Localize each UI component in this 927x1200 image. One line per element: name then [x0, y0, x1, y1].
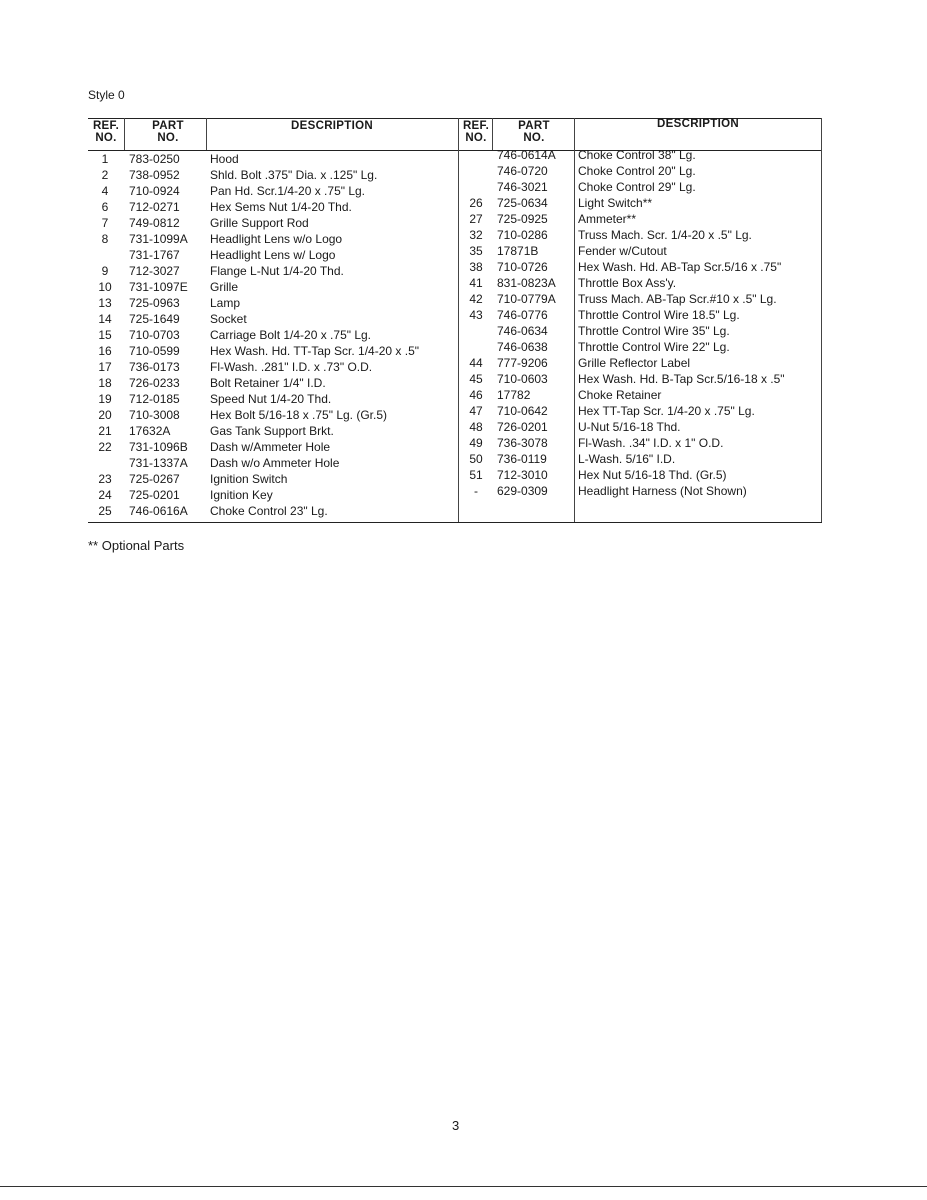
ref-number: 27 [469, 212, 483, 226]
ref-number: 45 [469, 372, 483, 386]
part-description: Ignition Key [210, 488, 273, 502]
part-description: Grille Reflector Label [578, 356, 691, 370]
page-bottom-rule [0, 1186, 927, 1187]
part-number: 710-0924 [129, 184, 180, 198]
part-number: 738-0952 [129, 168, 180, 182]
ref-number: 23 [98, 472, 112, 486]
part-number: 725-0201 [129, 488, 180, 502]
optional-parts-note: ** Optional Parts [88, 538, 185, 553]
table-row [88, 227, 822, 243]
table-row [88, 323, 822, 339]
part-number: 746-0634 [497, 324, 548, 338]
table-row [88, 419, 822, 435]
ref-number: - [474, 484, 478, 498]
part-number: 629-0309 [497, 484, 548, 498]
table-row [88, 275, 822, 291]
ref-number: 4 [101, 184, 109, 198]
table-row [88, 503, 822, 519]
ref-number: 9 [101, 264, 109, 278]
table-row [88, 243, 822, 259]
part-number: 17782 [497, 388, 531, 402]
table-row [88, 371, 822, 387]
table-row [88, 355, 822, 371]
ref-number: 46 [469, 388, 483, 402]
part-number: 17871B [497, 244, 539, 258]
part-number: 710-0603 [497, 372, 548, 386]
part-description: Throttle Control Wire 35" Lg. [578, 324, 730, 338]
ref-number: 2 [101, 168, 109, 182]
table-row [88, 467, 822, 483]
part-description: Hex TT-Tap Scr. 1/4-20 x .75" Lg. [578, 404, 755, 418]
parts-table [88, 118, 822, 524]
part-description: Bolt Retainer 1/4" I.D. [210, 376, 326, 390]
header-ref: REF. NO. [92, 120, 120, 144]
ref-number: 18 [98, 376, 112, 390]
part-description: Headlight Harness (Not Shown) [578, 484, 747, 498]
part-number: 710-0726 [497, 260, 548, 274]
ref-number: 19 [98, 392, 112, 406]
part-description: Pan Hd. Scr.1/4-20 x .75" Lg. [210, 184, 366, 198]
ref-number: 13 [98, 296, 112, 310]
table-row [88, 195, 822, 211]
table-row [88, 179, 822, 195]
ref-number: 49 [469, 436, 483, 450]
part-number: 712-3010 [497, 468, 548, 482]
table-row [88, 291, 822, 307]
ref-number: 32 [469, 228, 483, 242]
part-number: 725-0267 [129, 472, 180, 486]
part-description: Light Switch** [578, 196, 653, 210]
part-number: 736-0119 [497, 452, 547, 466]
table-bottom-rule [88, 522, 822, 523]
table-row [88, 307, 822, 323]
part-number: 731-1099A [129, 232, 188, 246]
part-description: Hex Sems Nut 1/4-20 Thd. [210, 200, 352, 214]
part-description: Fender w/Cutout [578, 244, 667, 258]
header-description: DESCRIPTION [291, 120, 373, 132]
part-number: 736-3078 [497, 436, 548, 450]
part-description: L-Wash. 5/16" I.D. [578, 452, 676, 466]
part-number: 710-3008 [129, 408, 180, 422]
header-description: DESCRIPTION [657, 118, 739, 130]
part-number: 710-0703 [129, 328, 180, 342]
part-number: 783-0250 [129, 152, 180, 166]
table-row [88, 147, 822, 163]
part-description: Choke Retainer [578, 388, 662, 402]
column-divider [492, 118, 493, 150]
part-description: Dash w/o Ammeter Hole [210, 456, 340, 470]
part-number: 731-1097E [129, 280, 188, 294]
part-number: 17632A [129, 424, 171, 438]
ref-number: 6 [101, 200, 109, 214]
part-number: 746-0614A [497, 148, 556, 162]
part-number: 710-0286 [497, 228, 548, 242]
part-description: Choke Control 23" Lg. [210, 504, 328, 518]
part-description: Dash w/Ammeter Hole [210, 440, 331, 454]
part-number: 831-0823A [497, 276, 556, 290]
part-number: 731-1767 [129, 248, 180, 262]
part-description: Carriage Bolt 1/4-20 x .75" Lg. [210, 328, 372, 342]
ref-number: 47 [469, 404, 483, 418]
part-description: Throttle Control Wire 22" Lg. [578, 340, 730, 354]
part-number: 736-0173 [129, 360, 180, 374]
part-description: Truss Mach. Scr. 1/4-20 x .5" Lg. [578, 228, 752, 242]
part-number: 726-0233 [129, 376, 180, 390]
part-description: Hex Nut 5/16-18 Thd. (Gr.5) [578, 468, 727, 482]
ref-number: 10 [98, 280, 112, 294]
ref-number: 1 [101, 152, 109, 166]
part-number: 712-3027 [129, 264, 180, 278]
part-description: Headlight Lens w/o Logo [210, 232, 343, 246]
part-number: 749-0812 [129, 216, 180, 230]
part-number: 710-0642 [497, 404, 548, 418]
ref-number: 21 [98, 424, 112, 438]
part-number: 725-1649 [129, 312, 180, 326]
part-description: Choke Control 29" Lg. [578, 180, 696, 194]
part-number: 712-0271 [129, 200, 180, 214]
table-row [88, 387, 822, 403]
part-number: 725-0634 [497, 196, 548, 210]
part-description: Choke Control 38" Lg. [578, 148, 696, 162]
ref-number: 48 [469, 420, 483, 434]
part-number: 725-0963 [129, 296, 180, 310]
part-description: Fl-Wash. .34" I.D. x 1" O.D. [578, 436, 724, 450]
part-description: Grille [210, 280, 239, 294]
part-description: Headlight Lens w/ Logo [210, 248, 336, 262]
ref-number: 26 [469, 196, 483, 210]
column-divider [124, 118, 125, 150]
part-description: Hex Wash. Hd. TT-Tap Scr. 1/4-20 x .5" [210, 344, 420, 358]
part-description: Grille Support Rod [210, 216, 309, 230]
table-row [88, 163, 822, 179]
ref-number: 51 [469, 468, 483, 482]
part-number: 710-0779A [497, 292, 556, 306]
header-part: PART NO. [152, 120, 184, 144]
part-description: Hex Bolt 5/16-18 x .75" Lg. (Gr.5) [210, 408, 388, 422]
header-part: PART NO. [518, 120, 550, 144]
ref-number: 22 [98, 440, 112, 454]
ref-number: 16 [98, 344, 112, 358]
ref-number: 35 [469, 244, 483, 258]
part-description: Truss Mach. AB-Tap Scr.#10 x .5" Lg. [578, 292, 777, 306]
part-number: 731-1337A [129, 456, 188, 470]
ref-number: 44 [469, 356, 483, 370]
ref-number: 38 [469, 260, 483, 274]
ref-number: 15 [98, 328, 112, 342]
part-description: Ignition Switch [210, 472, 288, 486]
ref-number: 20 [98, 408, 112, 422]
part-number: 777-9206 [497, 356, 548, 370]
part-number: 725-0925 [497, 212, 548, 226]
part-description: Hood [210, 152, 239, 166]
style-label: Style 0 [88, 88, 125, 102]
part-number: 712-0185 [129, 392, 180, 406]
ref-number: 42 [469, 292, 483, 306]
header-ref: REF. NO. [462, 120, 490, 144]
part-description: Flange L-Nut 1/4-20 Thd. [210, 264, 344, 278]
ref-number: 7 [101, 216, 109, 230]
part-number: 746-3021 [497, 180, 548, 194]
part-description: Choke Control 20" Lg. [578, 164, 696, 178]
ref-number: 8 [101, 232, 109, 246]
table-row [88, 483, 822, 499]
part-number: 746-0776 [497, 308, 548, 322]
part-number: 746-0638 [497, 340, 548, 354]
part-description: Speed Nut 1/4-20 Thd. [210, 392, 332, 406]
part-description: Throttle Control Wire 18.5" Lg. [578, 308, 740, 322]
table-row [88, 451, 822, 467]
table-row [88, 435, 822, 451]
table-row [88, 339, 822, 355]
ref-number: 43 [469, 308, 483, 322]
part-number: 726-0201 [497, 420, 548, 434]
part-number: 731-1096B [129, 440, 188, 454]
table-row [88, 211, 822, 227]
ref-number: 24 [98, 488, 112, 502]
ref-number: 14 [98, 312, 112, 326]
part-description: Hex Wash. Hd. AB-Tap Scr.5/16 x .75" [578, 260, 782, 274]
table-row [88, 403, 822, 419]
ref-number: 50 [469, 452, 483, 466]
ref-number: 41 [469, 276, 483, 290]
part-number: 746-0616A [129, 504, 188, 518]
part-description: Fl-Wash. .281" I.D. x .73" O.D. [210, 360, 373, 374]
part-description: Shld. Bolt .375" Dia. x .125" Lg. [210, 168, 378, 182]
part-description: Ammeter** [578, 212, 637, 226]
page-number: 3 [452, 1118, 460, 1133]
ref-number: 17 [98, 360, 112, 374]
part-description: Lamp [210, 296, 241, 310]
part-description: Gas Tank Support Brkt. [210, 424, 334, 438]
part-number: 710-0599 [129, 344, 180, 358]
part-description: U-Nut 5/16-18 Thd. [578, 420, 681, 434]
part-number: 746-0720 [497, 164, 548, 178]
table-row [88, 259, 822, 275]
part-description: Throttle Box Ass'y. [578, 276, 677, 290]
part-description: Hex Wash. Hd. B-Tap Scr.5/16-18 x .5" [578, 372, 785, 386]
part-description: Socket [210, 312, 247, 326]
ref-number: 25 [98, 504, 112, 518]
